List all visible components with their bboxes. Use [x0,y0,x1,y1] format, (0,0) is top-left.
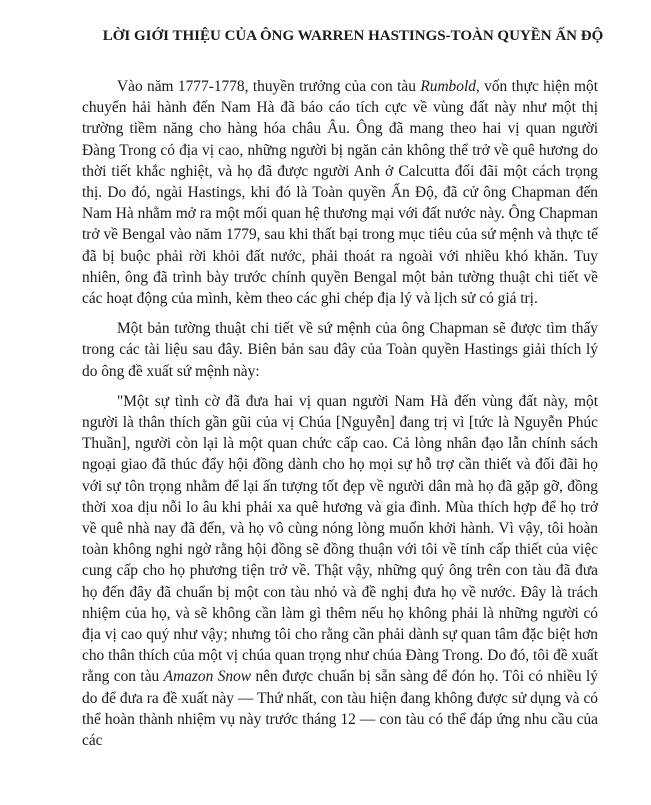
text-segment: Một bản tường thuật chi tiết về sứ mệnh của ông Chapman sẽ được tìm thấy trong các tài liệu sau đây. Biên bản sau đây của Toàn quyền Hastings giải thích lý do ông đề xuất sứ mệnh này: [82,320,598,380]
text-segment: nên được chuẩn bị sẵn sàng để đón họ. Tôi có nhiều lý do để đưa ra đề xuất này — Thứ nhất, con tàu hiện đang không được sử dụng và có thể hoàn thành nhiệm vụ này trước tháng 12 — con tàu có thể đáp ứng nhu cầu của các [82,668,598,750]
quoted-paragraph [82,391,598,751]
text-segment: Vào năm 1777-1778, thuyền trưởng của con tàu [117,78,421,95]
text-segment: , vốn thực hiện một chuyến hải hành đến Nam Hà đã báo cáo tích cực về vùng đất này như một thị trường tiềm năng cho hàng hóa châu Âu. Ông đã mang theo hai vị quan người Đàng Trong có địa vị cao, những người bị ngăn cản không thể trở về quê hương do thời tiết khắc nghiệt, và họ đã được người Anh ở Calcutta đối đãi một cách trọng thị. Do đó, ngài Hastings, khi đó là Toàn quyền Ấn Độ, đã cử ông Chapman đến Nam Hà nhằm mở ra một mối quan hệ thương mại với đất nước này. Ông Chapman trở về Bengal vào năm 1779, sau khi thất bại trong mục tiêu của sứ mệnh và thực tế đã bị buộc phải rời khỏi đất nước, phải thoát ra ngoài với nhiều khó khăn. Tuy nhiên, ông đã trình bày trước chính quyền Bengal một bản tường thuật chi tiết về các hoạt động của mình, kèm theo các ghi chép địa lý và lịch sử có giá trị. [82,78,598,308]
paragraph [82,318,598,382]
text-segment: "Một sự tình cờ đã đưa hai vị quan người Nam Hà đến vùng đất này, một người là thân thích gần gũi của vị Chúa [Nguyễn] đang trị vì [tức là Nguyễn Phúc Thuần], người còn lại là một quan chức cấp cao. Cả lòng nhân đạo lẫn chính sách ngoại giao đã thúc đẩy hội đồng dành cho họ mọi sự hỗ trợ cần thiết và đối đãi họ với sự tôn trọng nhằm để lại ấn tượng tốt đẹp về người dân mà họ đã gặp gỡ, đồng thời xoa dịu nỗi lo âu khi phải xa quê hương và gia đình. Mùa thích hợp để họ trở về quê nhà nay đã đến, và họ vô cùng nóng lòng muốn khởi hành. Vì vậy, tôi hoàn toàn không nghi ngờ rằng hội đồng sẽ đồng thuận với tôi về tính cấp thiết của việc cung cấp cho họ phương tiện trở về. Thật vậy, những quý ông trên con tàu đã đưa họ đến đây đã chuẩn bị một con tàu nhỏ và đề nghị đưa họ về nước. Đây là trách nhiệm của họ, và sẽ không cần làm gì thêm nếu họ không phải là những người có địa vị cao quý như vậy; nhưng tôi cho rằng cần phải dành sự quan tâm đặc biệt hơn cho thân thích của một vị chúa quan trọng như chúa Đàng Trong. Do đó, tôi đề xuất rằng con tàu [82,392,598,686]
body-text [82,76,598,760]
paragraph [82,76,598,309]
ship-name-amazon-snow: Amazon Snow [163,668,252,686]
page-title: LỜI GIỚI THIỆU CỦA ÔNG WARREN HASTINGS-TOÀN QUYỀN ẤN ĐỘ [102,28,604,44]
ship-name-rumbold: Rumbold [420,78,476,95]
